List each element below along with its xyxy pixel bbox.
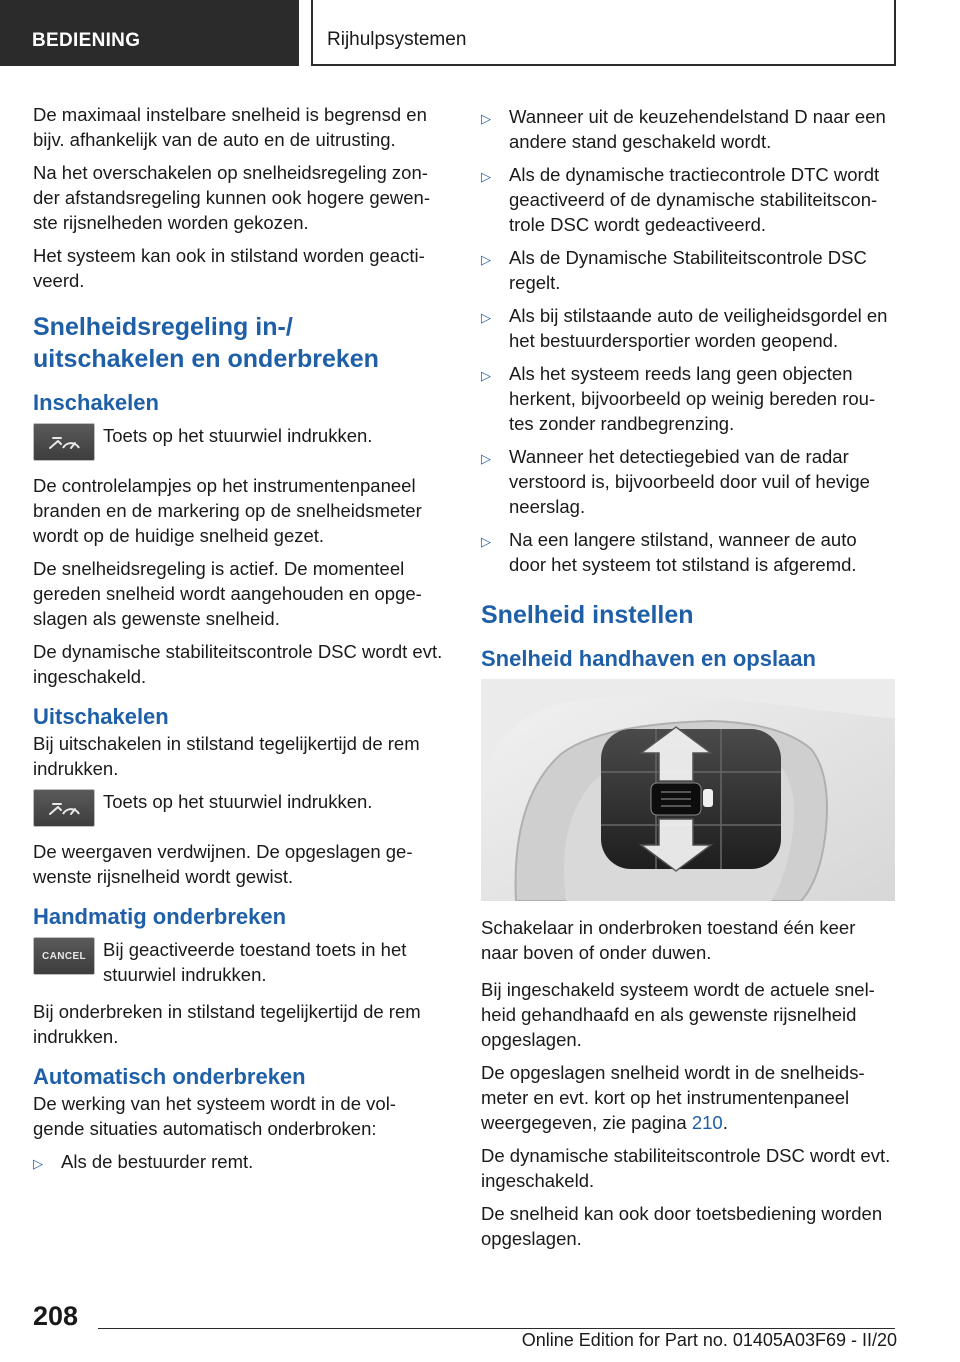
subsection-heading: Inschakelen [33,390,159,415]
paragraph: Na het overschakelen op snelheidsregeling zon-der afstandsregeling kunnen ook hogere gewen-ste rijsnelheden worden gekozen. [33,162,431,233]
paragraph: De snelheid kan ook door toetsbediening worden opgeslagen. [481,1203,883,1249]
bullet-list [481,104,895,577]
paragraph: Het systeem kan ook in stilstand worden geacti-veerd. [33,245,425,291]
list-item [481,104,895,154]
edition-note: Online Edition for Part no. 01405A03F69 - II/20 [521,1330,897,1350]
list-item-text: Na een langere stilstand, wanneer de auto door het systeem tot stilstand is afgeremd. [509,529,857,575]
steering-wheel-switch-photo [481,679,895,901]
list-item-text: Als de dynamische tractiecontrole DTC wordt geactiveerd of de dynamische stabiliteitscon-trole DSC wordt gedeactiveerd. [509,164,880,235]
triangle-bullet-icon: ▷ [481,169,491,184]
subsection-heading: Handmatig onderbreken [33,904,287,929]
paragraph-text: De opgeslagen snelheid wordt in de snelheids-meter en evt. kort op het instrumentenpaneel weergegeven, zie pagina [481,1062,865,1133]
triangle-bullet-icon: ▷ [481,111,491,126]
list-item-text: Als bij stilstaande auto de veiligheidsgordel en het bestuurdersportier worden geopend. [509,305,888,351]
key-description: Bij geactiveerde toestand toets in het stuurwiel indrukken. [103,939,407,985]
section-heading: Snelheidsregeling in-/ uitschakelen en onderbreken [33,313,379,373]
cruise-control-icon [33,423,95,461]
triangle-bullet-icon: ▷ [33,1156,43,1171]
key-instruction [33,423,447,461]
list-item-text: Wanneer het detectiegebied van de radar verstoord is, bijvoorbeeld door vuil of hevige neerslag. [509,446,870,517]
list-item [481,303,895,353]
paragraph: De dynamische stabiliteitscontrole DSC wordt evt. ingeschakeld. [33,641,443,687]
list-item [481,162,895,237]
triangle-bullet-icon: ▷ [481,368,491,383]
right-column [481,104,895,1259]
paragraph [481,1060,895,1135]
figure-caption: Schakelaar in onderbroken toestand één keer naar boven of onder duwen. [481,917,856,963]
list-item-text: Als de Dynamische Stabiliteitscontrole DSC regelt. [509,247,867,293]
paragraph: De dynamische stabiliteitscontrole DSC wordt evt. ingeschakeld. [481,1145,891,1191]
paragraph: De controlelampjes op het instrumentenpaneel branden en de markering op de snelheidsmeter wordt op de huidige snelheid gezet. [33,475,422,546]
triangle-bullet-icon: ▷ [481,310,491,325]
paragraph: De werking van het systeem wordt in de vol-gende situaties automatisch onderbroken: [33,1093,396,1139]
cruise-control-icon [33,789,95,827]
cancel-key-icon [33,937,95,975]
list-item [481,527,895,577]
subsection-heading: Snelheid handhaven en opslaan [481,646,816,671]
chapter-title: Rijhulpsystemen [311,0,896,66]
triangle-bullet-icon: ▷ [481,252,491,267]
page-header [0,0,960,66]
bullet-list [33,1149,447,1176]
section-tab: BEDIENING [0,0,299,66]
subsection-heading: Uitschakelen [33,704,169,729]
paragraph-text: . [722,1112,728,1133]
list-item [481,444,895,519]
list-item-text: Wanneer uit de keuzehendelstand D naar een andere stand geschakeld wordt. [509,106,886,152]
page-reference-link[interactable]: 210 [691,1112,723,1133]
paragraph: Bij ingeschakeld systeem wordt de actuele snel-heid gehandhaafd en als gewenste rijsnelheid opgeslagen. [481,979,875,1050]
key-description: Toets op het stuurwiel indrukken. [103,791,373,812]
footer-divider [98,1328,895,1329]
triangle-bullet-icon: ▷ [481,451,491,466]
list-item-text: Als de bestuurder remt. [61,1151,254,1172]
section-heading: Snelheid instellen [481,601,694,629]
cancel-key-label: CANCEL [41,950,87,962]
list-item [481,245,895,295]
paragraph: De weergaven verdwijnen. De opgeslagen ge-wenste rijsnelheid wordt gewist. [33,841,413,887]
key-instruction [33,937,447,987]
paragraph: De maximaal instelbare snelheid is begrensd en bijv. afhankelijk van de auto en de uitrusting. [33,104,427,150]
key-instruction [33,789,447,827]
list-item [481,361,895,436]
key-description: Toets op het stuurwiel indrukken. [103,425,373,446]
triangle-bullet-icon: ▷ [481,534,491,549]
paragraph: Bij uitschakelen in stilstand tegelijkertijd de rem indrukken. [33,733,420,779]
subsection-heading: Automatisch onderbreken [33,1064,306,1089]
paragraph: De snelheidsregeling is actief. De momenteel gereden snelheid wordt aangehouden en opge-slagen als gewenste snelheid. [33,558,422,629]
left-column [33,102,447,1184]
list-item-text: Als het systeem reeds lang geen objecten herkent, bijvoorbeeld op weinig bereden rou-tes zonder randbegrenzing. [509,363,876,434]
paragraph: Bij onderbreken in stilstand tegelijkertijd de rem indrukken. [33,1001,421,1047]
list-item [33,1149,447,1176]
page-number: 208 [33,1301,79,1331]
